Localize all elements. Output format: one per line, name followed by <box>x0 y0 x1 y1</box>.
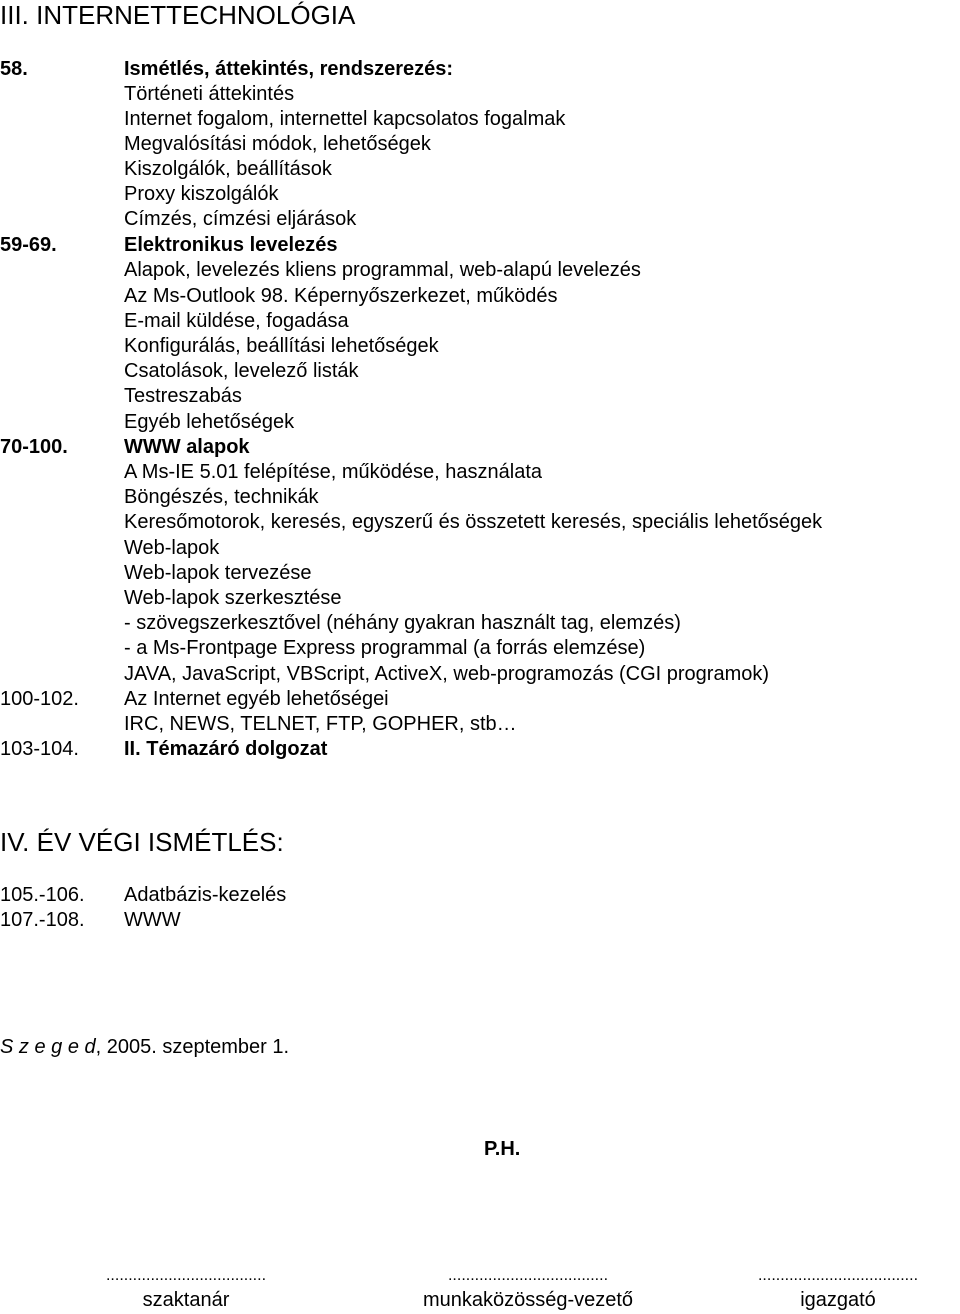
section-number: 100-102. <box>0 688 79 710</box>
section-number: 70-100. <box>0 436 68 458</box>
place-name: S z e g e d <box>0 1036 96 1058</box>
review-row <box>0 883 960 908</box>
list-item: E-mail küldése, fogadása <box>124 310 349 332</box>
list-item: Megvalósítási módok, lehetőségek <box>124 133 431 155</box>
list-item: JAVA, JavaScript, VBScript, ActiveX, web-programozás (CGI programok) <box>124 663 770 685</box>
signature-role: munkaközösség-vezető <box>422 1289 634 1311</box>
section-row <box>0 57 960 82</box>
list-item: Egyéb lehetőségek <box>124 411 295 433</box>
section-title: II. Témazáró dolgozat <box>124 738 328 760</box>
section-row <box>0 687 960 712</box>
review-number: 107.-108. <box>0 909 85 931</box>
list-item: Történeti áttekintés <box>124 83 295 105</box>
section-number: 58. <box>0 58 28 80</box>
list-item: Kiszolgálók, beállítások <box>124 158 332 180</box>
review-number: 105.-106. <box>0 884 85 906</box>
review-heading: IV. ÉV VÉGI ISMÉTLÉS: <box>0 827 284 857</box>
list-item: Alapok, levelezés kliens programmal, web-alapú levelezés <box>124 259 641 281</box>
signature-block <box>398 1266 658 1313</box>
signature-line: .................................... <box>757 1267 919 1284</box>
section-title: Ismétlés, áttekintés, rendszerezés: <box>124 58 454 80</box>
signature-role: szaktanár <box>142 1289 230 1311</box>
list-item: - szövegszerkesztővel (néhány gyakran használt tag, elemzés) <box>124 612 681 634</box>
list-item: Keresőmotorok, keresés, egyszerű és összetett keresés, speciális lehetőségek <box>124 511 823 533</box>
list-item: Csatolások, levelező listák <box>124 360 359 382</box>
list-item: Konfigurálás, beállítási lehetőségek <box>124 335 439 357</box>
list-item: Web-lapok szerkesztése <box>124 587 342 609</box>
section-title: WWW alapok <box>124 436 250 458</box>
section-number: 103-104. <box>0 738 79 760</box>
place-date <box>0 1035 289 1060</box>
list-item: Böngészés, technikák <box>124 486 319 508</box>
page-title: III. INTERNETTECHNOLÓGIA <box>0 0 356 30</box>
review-label: Adatbázis-kezelés <box>124 884 287 906</box>
list-item: Testreszabás <box>124 385 242 407</box>
section-title: Az Internet egyéb lehetőségei <box>124 688 389 710</box>
list-item: Címzés, címzési eljárások <box>124 208 357 230</box>
section-number: 59-69. <box>0 234 57 256</box>
list-item: - a Ms-Frontpage Express programmal (a forrás elemzése) <box>124 637 646 659</box>
signature-line: .................................... <box>447 1267 609 1284</box>
list-item: Proxy kiszolgálók <box>124 183 279 205</box>
list-item: Internet fogalom, internettel kapcsolatos fogalmak <box>124 108 566 130</box>
section-row <box>0 435 960 460</box>
signature-role: igazgató <box>800 1289 876 1311</box>
review-label: WWW <box>124 909 181 931</box>
signature-block <box>708 1266 960 1313</box>
signature-block <box>56 1266 316 1313</box>
list-item: IRC, NEWS, TELNET, FTP, GOPHER, stb… <box>124 713 517 735</box>
section-title: Elektronikus levelezés <box>124 234 338 256</box>
stamp-placeholder: P.H. <box>484 1138 521 1160</box>
list-item: Web-lapok <box>124 537 220 559</box>
section-row <box>0 233 960 258</box>
review-row <box>0 908 960 933</box>
signature-line: .................................... <box>105 1267 267 1284</box>
list-item: Web-lapok tervezése <box>124 562 312 584</box>
date-text: , 2005. szeptember 1. <box>95 1036 290 1058</box>
list-item: A Ms-IE 5.01 felépítése, működése, használata <box>124 461 543 483</box>
section-row <box>0 737 960 762</box>
list-item: Az Ms-Outlook 98. Képernyőszerkezet, működés <box>124 285 558 307</box>
